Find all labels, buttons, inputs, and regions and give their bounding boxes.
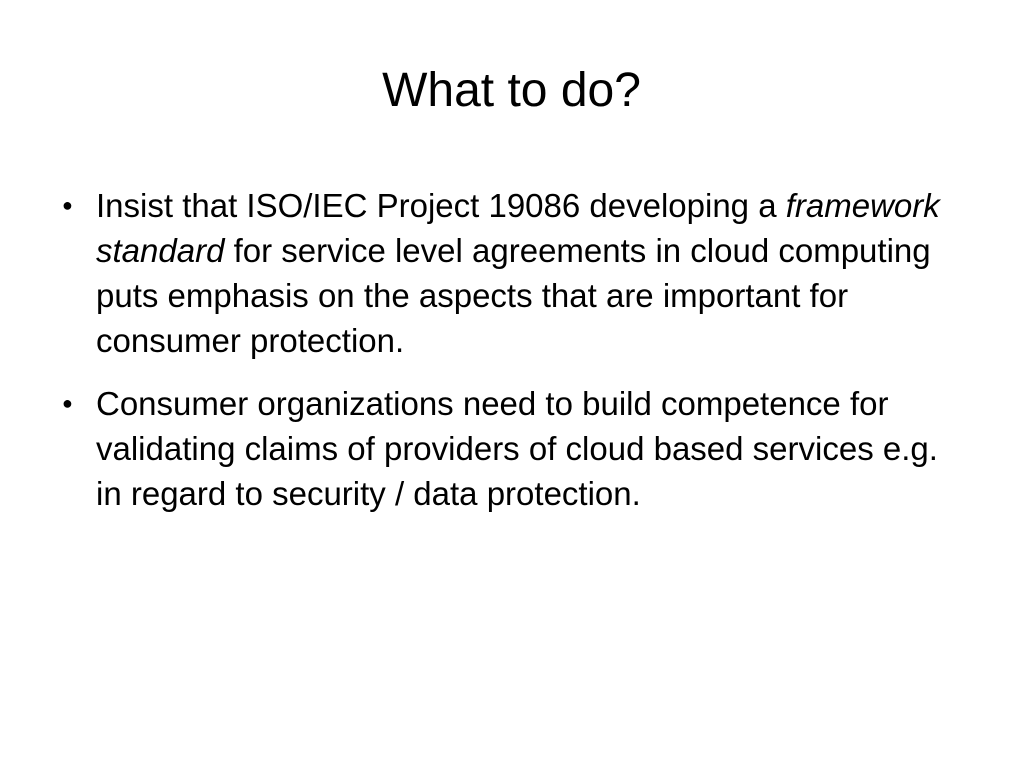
bullet-1-text-italic: framework standard: [96, 187, 940, 269]
bullet-list: [58, 183, 958, 534]
slide-title: What to do?: [382, 64, 641, 117]
bullet-2-text: Consumer organizations need to build competence for validating claims of providers of cloud based services e.g. in regard to security / data protection.: [96, 385, 938, 512]
bullet-1-text-before: Insist that ISO/IEC Project 19086 developing a: [96, 187, 786, 224]
bullet-item-1: [58, 183, 958, 363]
bullet-dot-icon: ●: [62, 393, 73, 413]
bullet-dot-icon: ●: [62, 195, 73, 215]
bullet-item-2: [58, 381, 958, 516]
bullet-1-text-after: for service level agreements in cloud computing puts emphasis on the aspects that are important for consumer protection.: [96, 232, 931, 359]
